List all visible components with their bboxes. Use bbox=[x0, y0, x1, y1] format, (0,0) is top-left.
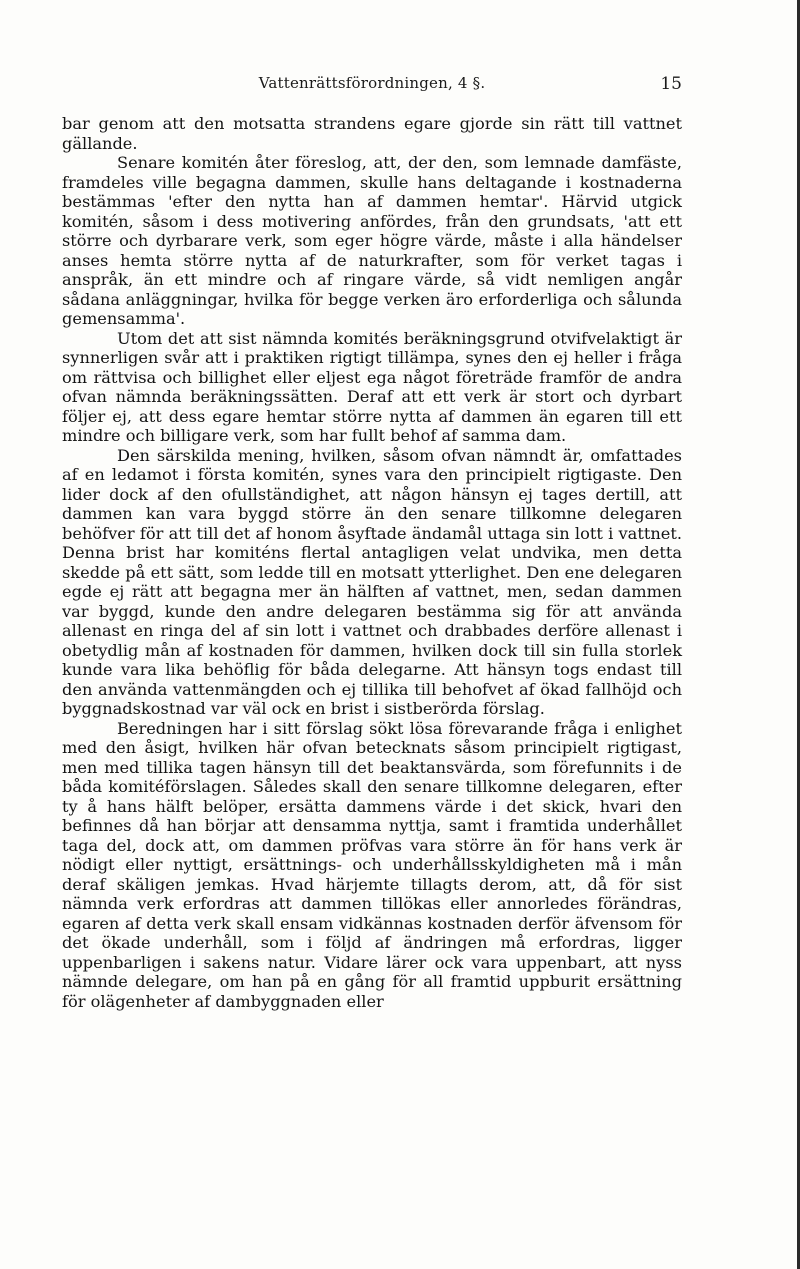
page-number: 15 bbox=[660, 74, 682, 94]
paragraph-utom-det: Utom det att sist nämnda komités beräkningsgrund otvifvelaktigt är synnerligen svår att i praktiken rigtigt tillämpa, synes den ej heller i fråga om rättvisa och billighet eller eljest ega något företräde framför de andra ofvan nämnda beräkningssätten. Deraf att ett verk är stort och dyrbart följer ej, att dess egare hemtar större nytta af dammen än egaren till ett mindre och billigare verk, som har fullt behof af samma dam. bbox=[62, 328, 682, 445]
paragraph-continued: bar genom att den motsatta strandens egare gjorde sin rätt till vattnet gällande. bbox=[62, 114, 682, 153]
paragraph-senare-komiten: Senare komitén åter föreslog, att, der den, som lemnade damfäste, framdeles ville begagna dammen, skulle hans deltagande i kostnaderna bestämmas 'efter den nytta han af dammen hemtar'. Härvid utgick komitén, såsom i dess motivering anfördes, från den grundsats, 'att ett större och dyrbarare verk, som eger högre värde, måste i alla händelser anses hemta större nytta af de naturkrafter, som för verket tagas i anspråk, än ett mindre och af ringare värde, så vidt nemligen angår sådana anläggningar, hvilka för begge verken äro erforderliga och sålunda gemensamma'. bbox=[62, 153, 682, 328]
body-text bbox=[62, 114, 682, 1011]
running-title: Vattenrättsförordningen, 4 §. bbox=[258, 74, 486, 92]
running-header bbox=[62, 74, 682, 98]
paragraph-beredningen: Beredningen har i sitt förslag sökt lösa förevarande fråga i enlighet med den åsigt, hvilken här ofvan betecknats såsom principielt rigtigast, men med tillika tagen hänsyn till det beaktansvärda, som förefunnits i de båda komitéförslagen. Således skall den senare tillkomne delegaren, efter ty å hans hälft belöper, ersätta dammens värde i det skick, hvari den befinnes då han börjar att densamma nyttja, samt i framtida underhållet taga del, dock att, om dammen pröfvas vara större än för hans verk är nödigt eller nyttigt, ersättnings- och underhållsskyldigheten må i mån deraf skäligen jemkas. Hvad härjemte tillagts derom, att, då för sist nämnda verk erfordras att dammen tillökas eller annorledes förändras, egaren af detta verk skall ensam vidkännas kostnaden derför äfvensom för det ökade underhåll, som i följd af ändringen må erfordras, ligger uppenbarligen i sakens natur. Vidare lärer ock vara uppenbart, att nyss nämnde delegare, om han på en gång för all framtid uppburit ersättning för olägenheter af dambyggnaden eller bbox=[62, 718, 682, 1011]
paragraph-den-sarskilda-mening: Den särskilda mening, hvilken, såsom ofvan nämndt är, omfattades af en ledamot i första komitén, synes vara den principielt rigtigaste. Den lider dock af den ofullständighet, att någon hänsyn ej tages dertill, att dammen kan vara byggd större än den senare tillkomne delegaren behöfver för att till det af honom åsyftade ändamål uttaga sin lott i vattnet. Denna brist har komiténs flertal antagligen velat undvika, men detta skedde på ett sätt, som ledde till en motsatt ytterlighet. Den ene delegaren egde ej rätt att begagna mer än hälften af vattnet, men, sedan dammen var byggd, kunde den andre delegaren bestämma sig för att använda allenast en ringa del af sin lott i vattnet och drabbades derföre allenast i obetydlig mån af kostnaden för dammen, hvilken dock till sin fulla storlek kunde vara lika behöflig för båda delegarne. Att hänsyn togs endast till den använda vattenmängden och ej tillika till behofvet af ökad fallhöjd och byggnadskostnad var väl ock en brist i sistberörda förslag. bbox=[62, 445, 682, 718]
